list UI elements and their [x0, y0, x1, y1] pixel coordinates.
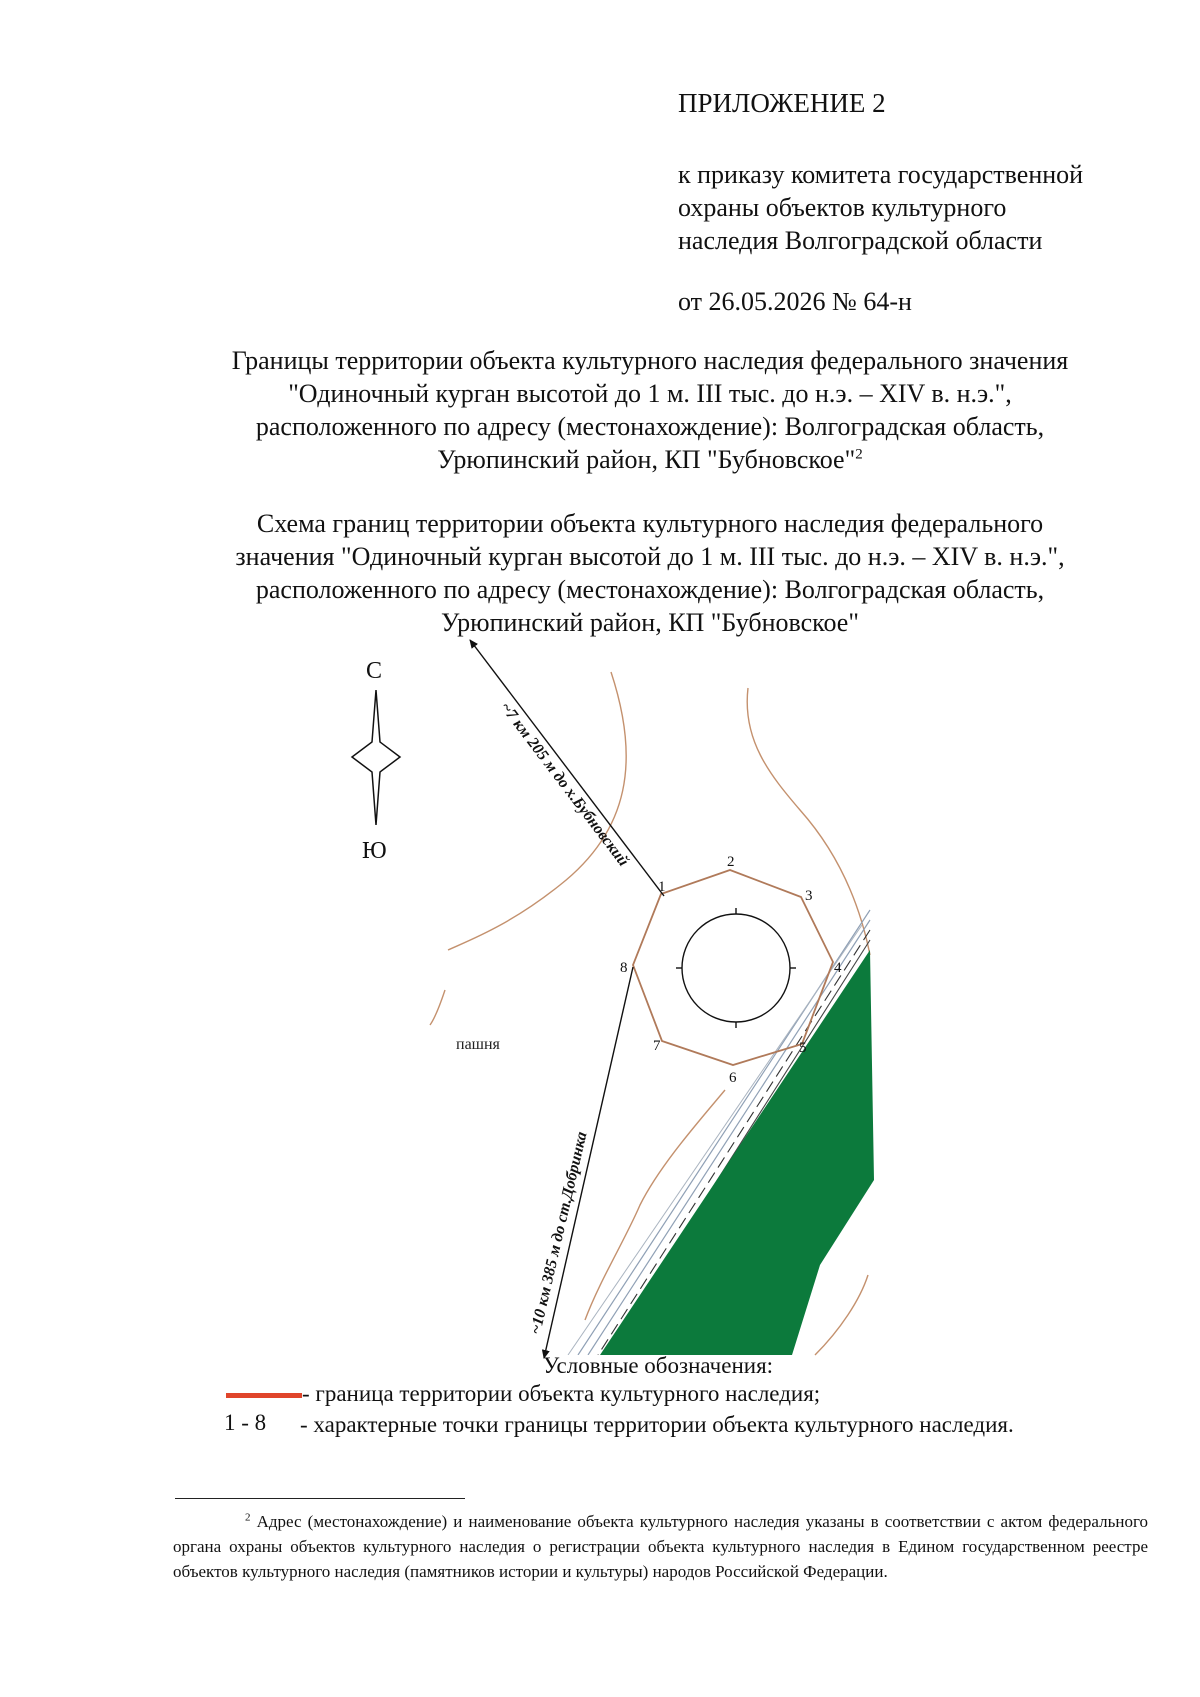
point-label: 1 [658, 879, 666, 895]
mound-symbol [676, 908, 796, 1028]
point-label: 3 [805, 888, 813, 904]
order-date: от 26.05.2026 № 64-н [678, 287, 912, 316]
point-label: 2 [727, 854, 735, 870]
legend-points-range: 1 - 8 [224, 1410, 267, 1435]
heading-line-text: Урюпинский район, КП "Бубновское" [437, 445, 856, 474]
mound-circle [682, 914, 790, 1022]
heading-line: Схема границ территории объекта культурного наследия федерального [256, 509, 1044, 538]
territory-boundary [633, 870, 833, 1065]
point-label: 7 [653, 1038, 661, 1054]
legend-boundary-text: - граница территории объекта культурного наследия; [302, 1381, 821, 1406]
heading-line: Границы территории объекта культурного наследия федерального значения [231, 346, 1069, 375]
order-line: наследия Волгоградской области [678, 226, 1043, 255]
heading-line: "Одиночный курган высотой до 1 м. III тыс. до н.э. – XIV в. н.э.", [288, 379, 1012, 408]
order-line: охраны объектов культурного [678, 193, 1007, 222]
compass-star [352, 690, 400, 825]
south-distance-arrow [544, 967, 633, 1358]
appendix-title: ПРИЛОЖЕНИЕ 2 [678, 88, 886, 118]
legend-points-text: - характерные точки границы территории объекта культурного наследия. [300, 1412, 1014, 1437]
heading-line: Урюпинский район, КП "Бубновское" [441, 608, 859, 637]
north-distance-arrow [470, 640, 664, 896]
heading-line: значения "Одиночный курган высотой до 1 м. III тыс. до н.э. – XIV в. н.э.", [235, 542, 1065, 571]
footnote-divider [175, 1498, 465, 1499]
south-distance-label: ~10 км 385 м до ст.Добринка [527, 1130, 591, 1336]
heading-line: расположенного по адресу (местонахождение): Волгоградская область, [255, 575, 1045, 604]
compass-icon [352, 658, 400, 864]
field-label: пашня [456, 1036, 500, 1053]
compass-south: Ю [362, 838, 387, 864]
contour-line [747, 688, 870, 955]
footnote-mark[interactable]: 2 [855, 446, 863, 463]
legend-title: Условные обозначения: [543, 1353, 774, 1378]
legend-boundary-swatch [226, 1393, 302, 1398]
compass-north: С [366, 658, 383, 684]
point-label: 5 [799, 1040, 807, 1056]
point-label: 4 [834, 960, 842, 976]
point-label: 6 [729, 1070, 737, 1086]
point-label: 8 [620, 960, 628, 976]
heading-line: расположенного по адресу (местонахождение): Волгоградская область, [255, 412, 1045, 441]
footnote-number: 2 [245, 1511, 251, 1524]
order-line: к приказу комитета государственной [678, 160, 1084, 189]
contour-line [430, 990, 445, 1025]
footnote-text: Адрес (местонахождение) и наименование объекта культурного наследия указаны в соответствии с актом федерального органа охраны объектов культурного наследия о регистрации объекта культурного наследия в Едином государственном реестре объектов культурного наследия (памятников истории и культуры) народов Российской Федерации. [173, 1512, 1148, 1581]
north-distance-label: ~7 км 205 м до х.Бубновский [496, 699, 632, 870]
contour-line [815, 1275, 868, 1355]
footnote [173, 1509, 1148, 1584]
forest-area [600, 950, 874, 1355]
